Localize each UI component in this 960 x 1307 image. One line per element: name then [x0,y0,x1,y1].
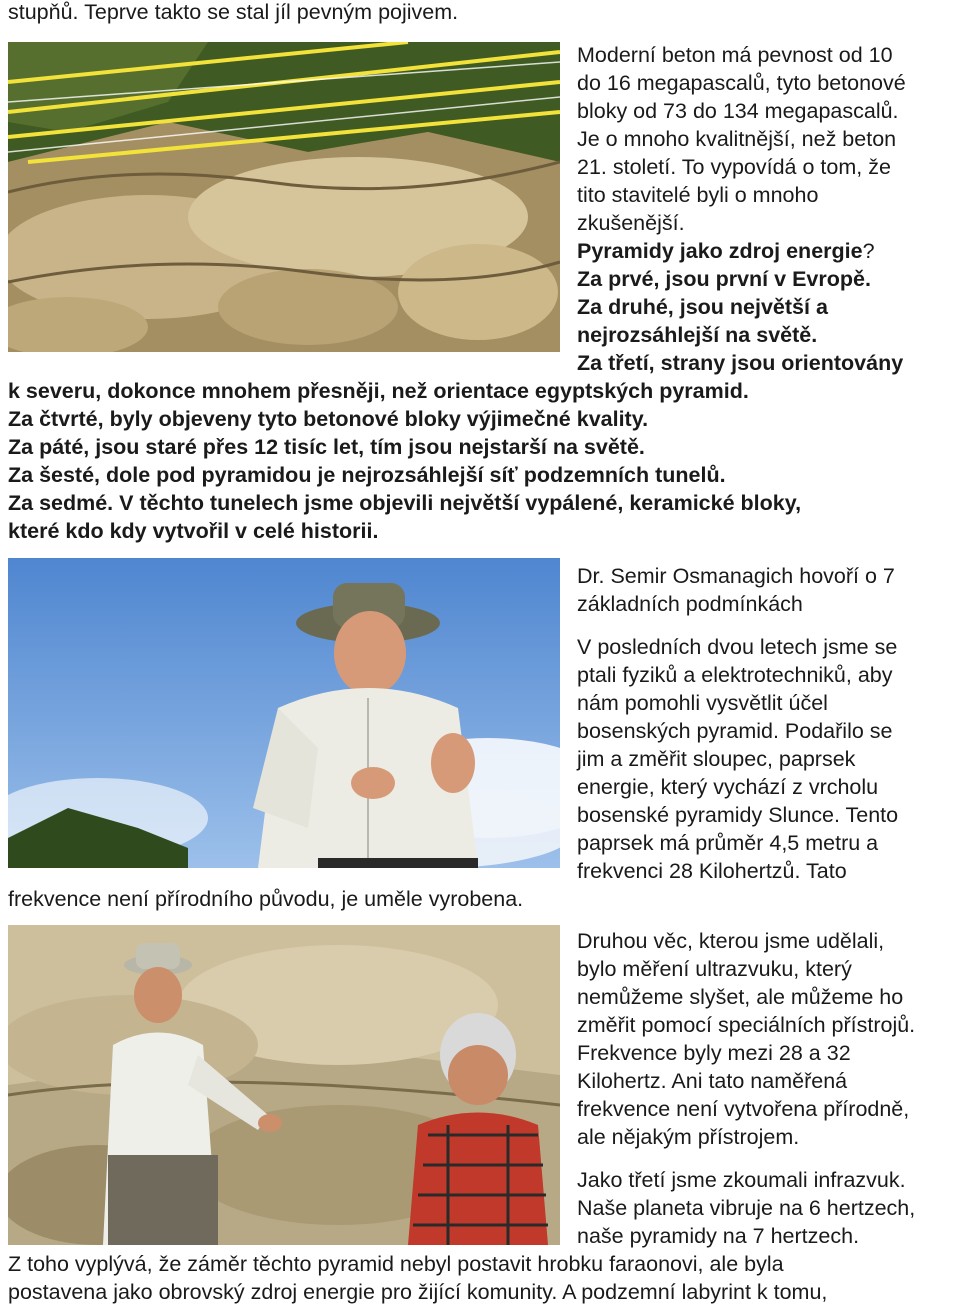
text-line: 21. století. To vypovídá o tom, že [577,155,891,179]
text-line: bloky od 73 do 134 megapascalů. [577,99,899,123]
text-line: nám pomohli vysvětlit účel [577,691,828,715]
text-line: ale nějakým přístrojem. [577,1125,800,1149]
text-line: základních podmínkách [577,592,803,616]
text-line: energie, který vychází z vrcholu [577,775,879,799]
text-line: Z toho vyplývá, že záměr těchto pyramid nebyl postavit hrobku faraonovi, ale byla [8,1252,784,1276]
concrete-blocks-photo [8,42,560,352]
speaker-photo [8,558,560,868]
bold-line: Za sedmé. V těchto tunelech jsme objevili největší vypálené, keramické bloky, [8,491,802,515]
text-line: do 16 megapascalů, tyto betonové [577,71,906,95]
bold-line: Za třetí, strany jsou orientovány [577,351,904,375]
text-line: Moderní beton má pevnost od 10 [577,43,893,67]
text-line: stupňů. Teprve takto se stal jíl pevným pojivem. [8,0,459,24]
text-line: frekvenci 28 Kilohertzů. Tato [577,859,847,883]
text-line: Dr. Semir Osmanagich hovoří o 7 [577,564,895,588]
bold-line: nejrozsáhlejší na světě. [577,323,818,347]
text-line: Kilohertz. Ani tato naměřená [577,1069,848,1093]
bold-line: Za šesté, dole pod pyramidou je nejrozsáhlejší síť podzemních tunelů. [8,463,726,487]
bold-line: Za čtvrté, byly objeveny tyto betonové bloky výjimečné kvality. [8,407,649,431]
bold-line: které kdo kdy vytvořil v celé historii. [8,519,379,543]
bold-line: k severu, dokonce mnohem přesněji, než orientace egyptských pyramid. [8,379,749,403]
text-line: bosenské pyramidy Slunce. Tento [577,803,899,827]
text-line: bylo měření ultrazvuku, který [577,957,852,981]
text-line: Naše planeta vibruje na 6 hertzech, [577,1196,916,1220]
text-line: frekvence není vytvořena přírodně, [577,1097,910,1121]
text-line: frekvence není přírodního původu, je uměle vyrobena. [8,887,524,911]
text-line: Je o mnoho kvalitnější, než beton [577,127,897,151]
energy-heading-mark: ? [862,239,875,263]
bold-line: Za prvé, jsou první v Evropě. [577,267,871,291]
text-line: Jako třetí jsme zkoumali infrazvuk. [577,1168,906,1192]
bold-line: Za druhé, jsou největší a [577,295,828,319]
text-line: postavena jako obrovský zdroj energie pro žijící komunity. A podzemní labyrint k tomu, [8,1280,828,1304]
text-line: Druhou věc, kterou jsme udělali, [577,929,885,953]
energy-heading [577,237,875,265]
rock-examination-photo [8,925,560,1245]
bold-line: Za páté, jsou staré přes 12 tisíc let, tím jsou nejstarší na světě. [8,435,645,459]
energy-heading-text: Pyramidy jako zdroj energie [577,239,863,263]
text-line: zkušenější. [577,211,685,235]
text-line: bosenských pyramid. Podařilo se [577,719,893,743]
text-line: nemůžeme slyšet, ale můžeme ho [577,985,904,1009]
text-line: V posledních dvou letech jsme se [577,635,898,659]
text-line: naše pyramidy na 7 hertzech. [577,1224,860,1248]
text-line: ptali fyziků a elektrotechniků, aby [577,663,893,687]
text-line: jim a změřit sloupec, paprsek [577,747,856,771]
text-line: změřit pomocí speciálních přístrojů. [577,1013,916,1037]
text-line: paprsek má průměr 4,5 metru a [577,831,879,855]
text-line: tito stavitelé byli o mnoho [577,183,819,207]
text-line: Frekvence byly mezi 28 a 32 [577,1041,851,1065]
